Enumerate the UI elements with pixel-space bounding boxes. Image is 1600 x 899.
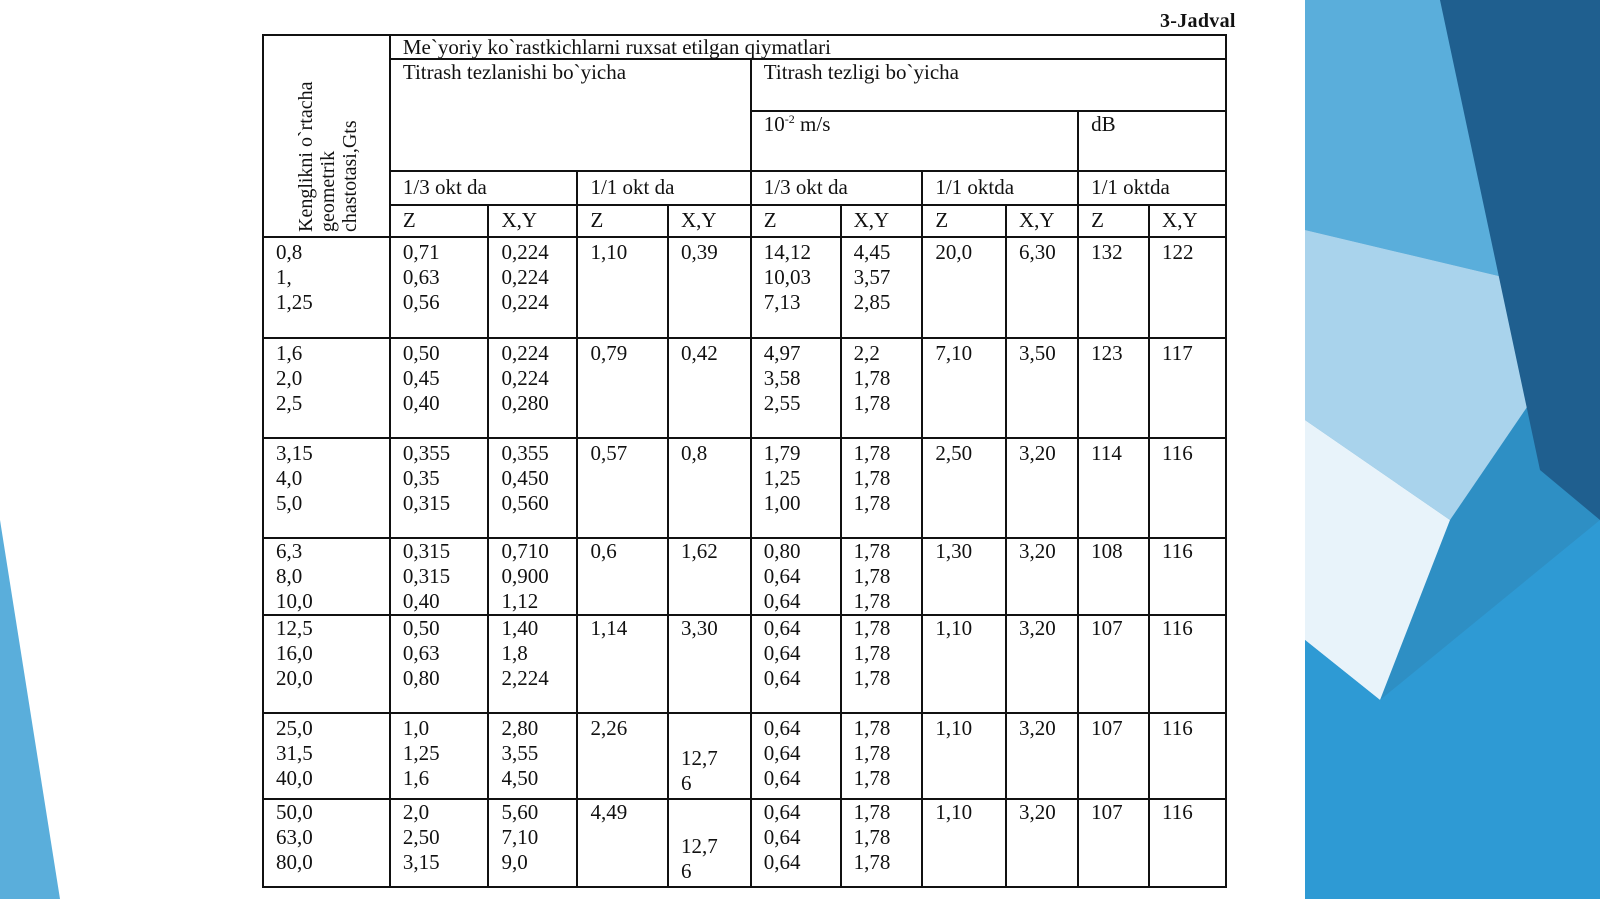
cell-value: 1,78: [853, 466, 891, 490]
cell-value: 1,10: [935, 616, 973, 640]
accel-full-z-cell: [577, 338, 668, 438]
cell-value: 2,55: [763, 391, 801, 415]
cell-value: 20,0: [935, 240, 973, 264]
cell-value: 0,64: [763, 850, 801, 874]
velocity-third-xy-cell: [841, 713, 923, 799]
accel-full-z-cell: [577, 538, 668, 615]
accel-third-z-cell: [390, 438, 489, 538]
cell-value: 0,71: [402, 240, 440, 264]
cell-value: 0,450: [501, 466, 549, 490]
cell-value: 0,64: [763, 825, 801, 849]
db-xy-cell: [1149, 338, 1226, 438]
cell-value: 6,3: [276, 539, 303, 563]
frequency-cell: [263, 438, 390, 538]
cell-value: 3,15: [402, 850, 440, 874]
cell-value: 4,49: [590, 800, 628, 824]
cell-value: 107: [1091, 716, 1123, 740]
table-row: [263, 237, 1226, 338]
cell-value: 1,00: [763, 491, 801, 515]
db-unit-header: dB: [1078, 111, 1226, 171]
cell-value: 14,12: [763, 240, 812, 264]
cell-value: 0,315: [402, 539, 451, 563]
velocity-third-xy-cell: [841, 237, 923, 338]
cell-value: 4,50: [501, 766, 539, 790]
accel-third-xy-cell: [488, 713, 577, 799]
cell-value: 116: [1162, 539, 1193, 563]
table-row: [263, 799, 1226, 887]
velocity-third-xy-cell: [841, 538, 923, 615]
cell-value: 116: [1162, 716, 1193, 740]
okt-vel-full-header: 1/1 oktda: [922, 171, 1078, 205]
cell-value: 16,0: [276, 641, 313, 665]
velocity-third-z-cell: [751, 237, 841, 338]
vibration-norms-table: [262, 34, 1227, 888]
cell-value: 0,64: [763, 741, 801, 765]
cell-value: 0,63: [402, 265, 440, 289]
cell-value: 0,64: [763, 564, 801, 588]
cell-value: 0,35: [402, 466, 440, 490]
cell-value: 5,60: [501, 800, 539, 824]
cell-value: 40,0: [276, 766, 313, 790]
cell-value: 0,64: [763, 589, 801, 613]
db-xy-cell: [1149, 799, 1226, 887]
table-row: [263, 338, 1226, 438]
okt-db-full-header: 1/1 oktda: [1078, 171, 1226, 205]
cell-value: 1,25: [276, 290, 313, 314]
cell-value: 7,10: [501, 825, 539, 849]
cell-value: 0,40: [402, 589, 440, 613]
cell-value: 1,78: [853, 641, 891, 665]
cell-value: 3,15: [276, 441, 313, 465]
velocity-third-xy-cell: [841, 615, 923, 713]
cell-value: 1,12: [501, 589, 539, 613]
cell-value: 2,26: [590, 716, 628, 740]
cell-value: 7,10: [935, 341, 973, 365]
cell-value: 31,5: [276, 741, 313, 765]
cell-value: 5,0: [276, 491, 303, 515]
cell-value: 1,40: [501, 616, 539, 640]
axis-header: X,Y: [841, 205, 923, 237]
velocity-group-header: Titrash tezligi bo`yicha: [751, 59, 1226, 111]
cell-value: 0,42: [680, 341, 718, 365]
cell-value: 3,50: [1018, 341, 1056, 365]
cell-value: 117: [1162, 341, 1193, 365]
cell-value: 2,224: [501, 666, 549, 690]
cell-value: 0,315: [402, 564, 451, 588]
cell-value: 12,7: [680, 834, 718, 858]
cell-value: 0,79: [590, 341, 628, 365]
frequency-cell: [263, 538, 390, 615]
cell-value: 1,78: [853, 825, 891, 849]
cell-value: 12,5: [276, 616, 313, 640]
frequency-cell: [263, 237, 390, 338]
cell-value: 50,0: [276, 800, 313, 824]
cell-value: 8,0: [276, 564, 303, 588]
cell-value: 2,0: [402, 800, 430, 824]
velocity-full-z-cell: [922, 713, 1006, 799]
cell-value: 0,64: [763, 766, 801, 790]
accel-third-xy-cell: [488, 237, 577, 338]
cell-value: 1,78: [853, 850, 891, 874]
cell-value: 1,6: [276, 341, 303, 365]
cell-value: 0,900: [501, 564, 549, 588]
cell-value: 2,50: [402, 825, 440, 849]
axis-header: X,Y: [1149, 205, 1226, 237]
table-row: [263, 538, 1226, 615]
cell-value: 1,10: [590, 240, 628, 264]
accel-third-xy-cell: [488, 438, 577, 538]
velocity-third-xy-cell: [841, 338, 923, 438]
accel-full-xy-cell: [668, 538, 751, 615]
db-z-cell: [1078, 713, 1149, 799]
accel-full-z-cell: [577, 615, 668, 713]
velocity-unit-header: [751, 111, 1078, 171]
cell-value: 0,64: [763, 666, 801, 690]
accel-full-z-cell: [577, 713, 668, 799]
cell-value: 1,78: [853, 766, 891, 790]
cell-value: 1,78: [853, 391, 891, 415]
cell-value: 107: [1091, 800, 1123, 824]
table-row: [263, 615, 1226, 713]
cell-value: 122: [1162, 240, 1194, 264]
cell-value: 116: [1162, 441, 1193, 465]
velocity-third-xy-cell: [841, 799, 923, 887]
axis-header: Z: [577, 205, 668, 237]
db-xy-cell: [1149, 438, 1226, 538]
cell-value: 12,7: [680, 746, 718, 770]
cell-value: 6: [680, 771, 692, 795]
axis-header: X,Y: [668, 205, 751, 237]
unit-base: 10: [763, 112, 785, 136]
velocity-third-z-cell: [751, 713, 841, 799]
frequency-cell: [263, 615, 390, 713]
accel-third-xy-cell: [488, 615, 577, 713]
cell-value: 0,64: [763, 800, 801, 824]
accel-third-xy-cell: [488, 799, 577, 887]
db-xy-cell: [1149, 615, 1226, 713]
cell-value: 2,5: [276, 391, 303, 415]
db-xy-cell: [1149, 538, 1226, 615]
cell-value: 1,0: [402, 716, 430, 740]
cell-value: 1,30: [935, 539, 973, 563]
cell-value: 1,10: [935, 716, 973, 740]
cell-value: 1,78: [853, 441, 891, 465]
db-z-cell: [1078, 338, 1149, 438]
cell-value: 1,78: [853, 716, 891, 740]
velocity-full-xy-cell: [1006, 713, 1078, 799]
cell-value: 1,25: [763, 466, 801, 490]
velocity-third-z-cell: [751, 799, 841, 887]
cell-value: 1,8: [501, 641, 528, 665]
cell-value: 0,8: [276, 240, 303, 264]
cell-value: 1,78: [853, 616, 891, 640]
frequency-cell: [263, 799, 390, 887]
axis-header: X,Y: [488, 205, 577, 237]
axis-header: Z: [751, 205, 841, 237]
cell-value: 132: [1091, 240, 1123, 264]
cell-value: 0,224: [501, 265, 549, 289]
velocity-third-z-cell: [751, 615, 841, 713]
velocity-full-z-cell: [922, 438, 1006, 538]
axis-header: Z: [922, 205, 1006, 237]
cell-value: 2,80: [501, 716, 539, 740]
cell-value: 1,25: [402, 741, 440, 765]
velocity-full-xy-cell: [1006, 615, 1078, 713]
accel-full-z-cell: [577, 237, 668, 338]
accel-full-xy-cell: [668, 438, 751, 538]
accel-full-xy-cell: [668, 799, 751, 887]
cell-value: 3,58: [763, 366, 801, 390]
cell-value: 0,80: [402, 666, 440, 690]
db-z-cell: [1078, 538, 1149, 615]
cell-value: 3,20: [1018, 539, 1056, 563]
accel-third-xy-cell: [488, 338, 577, 438]
cell-value: 20,0: [276, 666, 313, 690]
cell-value: 1,6: [402, 766, 430, 790]
left-accent-shape: [0, 520, 60, 899]
okt-accel-third-header: 1/3 okt da: [390, 171, 578, 205]
cell-value: 10,0: [276, 589, 313, 613]
accel-third-z-cell: [390, 237, 489, 338]
cell-value: 0,280: [501, 391, 549, 415]
main-header: Me`yoriy ko`rastkichlarni ruxsat etilgan qiymatlari: [390, 35, 1226, 59]
cell-value: 0,64: [763, 616, 801, 640]
cell-value: 108: [1091, 539, 1123, 563]
cell-value: 3,20: [1018, 716, 1056, 740]
cell-value: 1,62: [680, 539, 718, 563]
cell-value: 4,97: [763, 341, 801, 365]
cell-value: 0,224: [501, 341, 549, 365]
cell-value: 2,0: [276, 366, 303, 390]
cell-value: 0,355: [402, 441, 451, 465]
axis-header: X,Y: [1006, 205, 1078, 237]
cell-value: 0,64: [763, 716, 801, 740]
frequency-header-text: Kenglikni o`rtacha geometrik chastotasi,Gts: [295, 81, 361, 232]
cell-value: 1,10: [935, 800, 973, 824]
accel-third-z-cell: [390, 538, 489, 615]
cell-value: 0,45: [402, 366, 440, 390]
cell-value: 107: [1091, 616, 1123, 640]
okt-vel-third-header: 1/3 okt da: [751, 171, 923, 205]
cell-value: 6,30: [1018, 240, 1056, 264]
cell-value: 1,78: [853, 800, 891, 824]
unit-exponent: -2: [784, 112, 795, 126]
accel-full-z-cell: [577, 438, 668, 538]
axis-header: Z: [390, 205, 489, 237]
cell-value: 1,78: [853, 666, 891, 690]
cell-value: 0,355: [501, 441, 549, 465]
cell-value: 6: [680, 859, 692, 883]
cell-value: 0,315: [402, 491, 451, 515]
cell-value: 0,56: [402, 290, 440, 314]
cell-value: 0,64: [763, 641, 801, 665]
table-label: 3-Jadval: [1160, 10, 1236, 32]
cell-value: 116: [1162, 616, 1193, 640]
cell-value: 1,78: [853, 539, 891, 563]
cell-value: 25,0: [276, 716, 313, 740]
db-z-cell: [1078, 237, 1149, 338]
velocity-third-xy-cell: [841, 438, 923, 538]
cell-value: 2,50: [935, 441, 973, 465]
cell-value: 3,57: [853, 265, 891, 289]
velocity-full-xy-cell: [1006, 538, 1078, 615]
velocity-third-z-cell: [751, 438, 841, 538]
accel-full-xy-cell: [668, 237, 751, 338]
accel-third-z-cell: [390, 615, 489, 713]
cell-value: 9,0: [501, 850, 528, 874]
cell-value: 3,20: [1018, 800, 1056, 824]
cell-value: 0,6: [590, 539, 617, 563]
unit-rest: m/s: [794, 112, 831, 136]
cell-value: 4,0: [276, 466, 303, 490]
cell-value: 80,0: [276, 850, 313, 874]
cell-value: 3,55: [501, 741, 539, 765]
velocity-full-z-cell: [922, 799, 1006, 887]
velocity-full-z-cell: [922, 338, 1006, 438]
velocity-full-xy-cell: [1006, 799, 1078, 887]
cell-value: 0,57: [590, 441, 628, 465]
cell-value: 0,224: [501, 240, 549, 264]
cell-value: 4,45: [853, 240, 891, 264]
cell-value: 2,2: [853, 341, 880, 365]
cell-value: 0,40: [402, 391, 440, 415]
cell-value: 0,50: [402, 341, 440, 365]
cell-value: 7,13: [763, 290, 801, 314]
accel-third-z-cell: [390, 713, 489, 799]
frequency-cell: [263, 338, 390, 438]
axis-header: Z: [1078, 205, 1149, 237]
frequency-cell: [263, 713, 390, 799]
velocity-full-z-cell: [922, 615, 1006, 713]
velocity-full-xy-cell: [1006, 438, 1078, 538]
accel-full-xy-cell: [668, 338, 751, 438]
cell-value: 0,8: [680, 441, 708, 465]
cell-value: 2,85: [853, 290, 891, 314]
db-xy-cell: [1149, 237, 1226, 338]
cell-value: 0,710: [501, 539, 549, 563]
cell-value: 1,78: [853, 366, 891, 390]
db-xy-cell: [1149, 713, 1226, 799]
velocity-third-z-cell: [751, 338, 841, 438]
velocity-full-xy-cell: [1006, 338, 1078, 438]
accel-full-z-cell: [577, 799, 668, 887]
cell-value: 1,78: [853, 491, 891, 515]
db-z-cell: [1078, 615, 1149, 713]
accel-full-xy-cell: [668, 713, 751, 799]
cell-value: 3,30: [680, 616, 718, 640]
acceleration-group-header: Titrash tezlanishi bo`yicha: [390, 59, 751, 171]
cell-value: 0,224: [501, 290, 549, 314]
cell-value: 1,14: [590, 616, 628, 640]
db-z-cell: [1078, 438, 1149, 538]
cell-value: 0,63: [402, 641, 440, 665]
table-row: [263, 713, 1226, 799]
cell-value: 1,: [276, 265, 292, 289]
cell-value: 116: [1162, 800, 1193, 824]
table-row: [263, 438, 1226, 538]
cell-value: 10,03: [763, 265, 812, 289]
cell-value: 3,20: [1018, 616, 1056, 640]
frequency-column-header: [263, 35, 390, 237]
okt-accel-full-header: 1/1 okt da: [577, 171, 750, 205]
cell-value: 0,224: [501, 366, 549, 390]
velocity-full-z-cell: [922, 237, 1006, 338]
accel-third-z-cell: [390, 338, 489, 438]
cell-value: 1,78: [853, 741, 891, 765]
cell-value: 1,78: [853, 589, 891, 613]
velocity-full-xy-cell: [1006, 237, 1078, 338]
cell-value: 0,560: [501, 491, 549, 515]
cell-value: 1,79: [763, 441, 801, 465]
accel-full-xy-cell: [668, 615, 751, 713]
accel-third-xy-cell: [488, 538, 577, 615]
cell-value: 0,80: [763, 539, 801, 563]
cell-value: 114: [1091, 441, 1122, 465]
accel-third-z-cell: [390, 799, 489, 887]
velocity-third-z-cell: [751, 538, 841, 615]
velocity-full-z-cell: [922, 538, 1006, 615]
cell-value: 123: [1091, 341, 1123, 365]
cell-value: 1,78: [853, 564, 891, 588]
cell-value: 3,20: [1018, 441, 1056, 465]
cell-value: 0,50: [402, 616, 440, 640]
db-z-cell: [1078, 799, 1149, 887]
cell-value: 63,0: [276, 825, 313, 849]
cell-value: 0,39: [680, 240, 718, 264]
